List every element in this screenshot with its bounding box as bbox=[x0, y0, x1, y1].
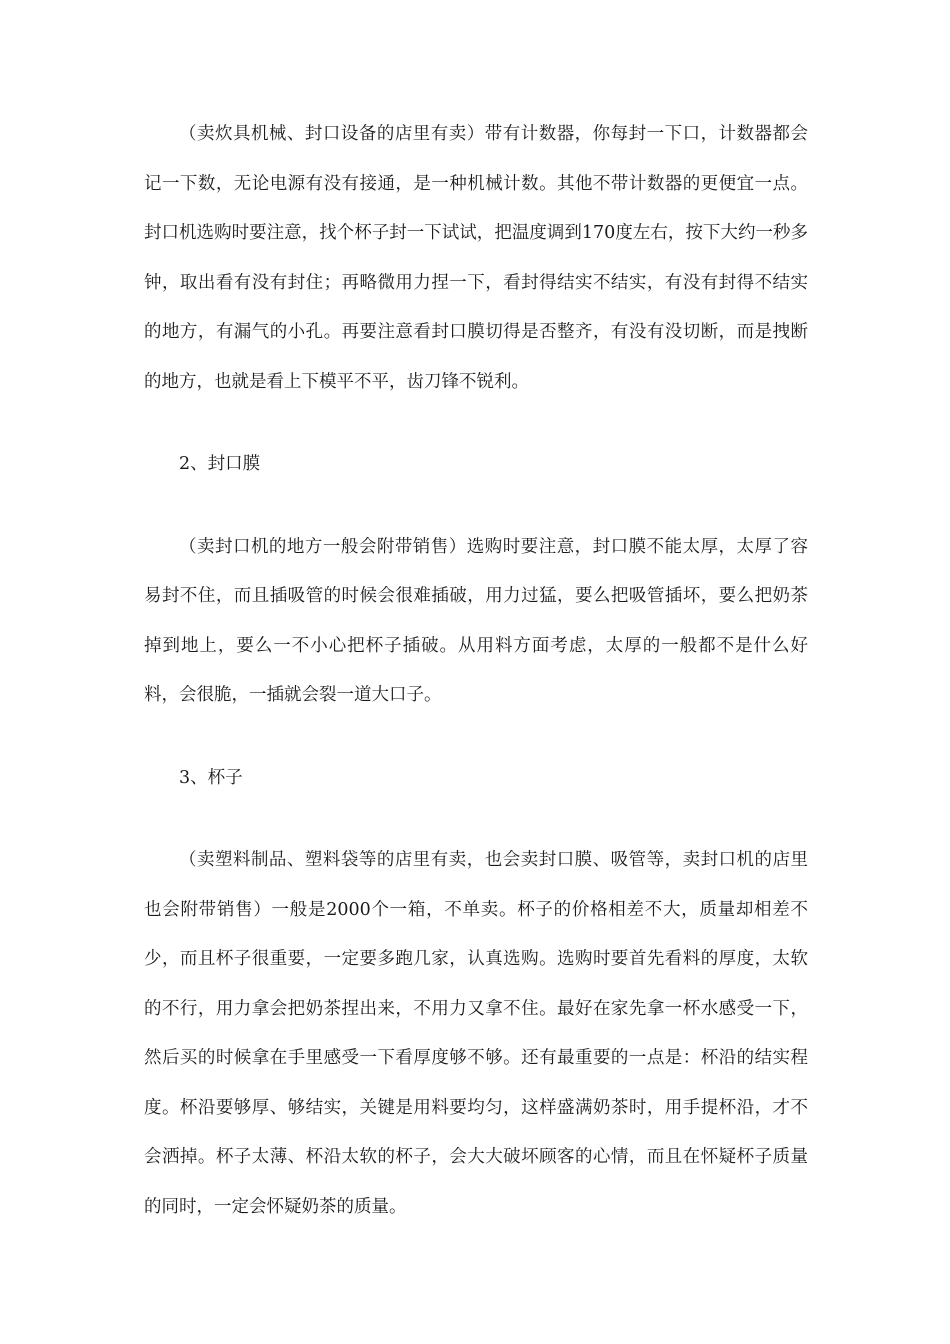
paragraph-spacer bbox=[144, 490, 808, 523]
document-body bbox=[144, 110, 808, 1232]
paragraph-spacer bbox=[144, 803, 808, 836]
paragraph-spacer bbox=[144, 721, 808, 754]
paragraph-sealer: （卖炊具机械、封口设备的店里有卖）带有计数器，你每封一下口，计数器都会记一下数，无论电源有没有接通，是一种机械计数。其他不带计数器的更便宜一点。封口机选购时要注意，找个杯子封一下试试，把温度调到170度左右，按下大约一秒多钟，取出看有没有封住；再略微用力捏一下，看封得结实不结实，有没有封得不结实的地方，有漏气的小孔。再要注意看封口膜切得是否整齐，有没有没切断，而是拽断的地方，也就是看上下模平不平，齿刀锋不锐利。 bbox=[144, 124, 808, 392]
section-heading-sealing-film: 2、封口膜 bbox=[179, 454, 261, 474]
paragraph-spacer bbox=[144, 407, 808, 440]
paragraph-cups: （卖塑料制品、塑料袋等的店里有卖，也会卖封口膜、吸管等，卖封口机的店里也会附带销售）一般是2000个一箱，不单卖。杯子的价格相差不大，质量却相差不少，而且杯子很重要，一定要多跑几家，认真选购。选购时要首先看料的厚度，太软的不行，用力拿会把奶茶捏出来，不用力又拿不住。最好在家先拿一杯水感受一下，然后买的时候拿在手里感受一下看厚度够不够。还有最重要的一点是：杯沿的结实程度。杯沿要够厚、够结实，关键是用料要均匀，这样盛满奶茶时，用手提杯沿，才不会洒掉。杯子太薄、杯沿太软的杯子，会大大破坏顾客的心情，而且在怀疑杯子质量的同时，一定会怀疑奶茶的质量。 bbox=[144, 850, 808, 1217]
section-heading-cups: 3、杯子 bbox=[179, 767, 243, 788]
paragraph-sealing-film: （卖封口机的地方一般会附带销售）选购时要注意，封口膜不能太厚，太厚了容易封不住，而且插吸管的时候会很难插破，用力过猛，要么把吸管插坏，要么把奶茶掉到地上，要么一不小心把杯子插破。从用料方面考虑，太厚的一般都不是什么好料，会很脆，一插就会裂一道大口子。 bbox=[144, 536, 808, 705]
